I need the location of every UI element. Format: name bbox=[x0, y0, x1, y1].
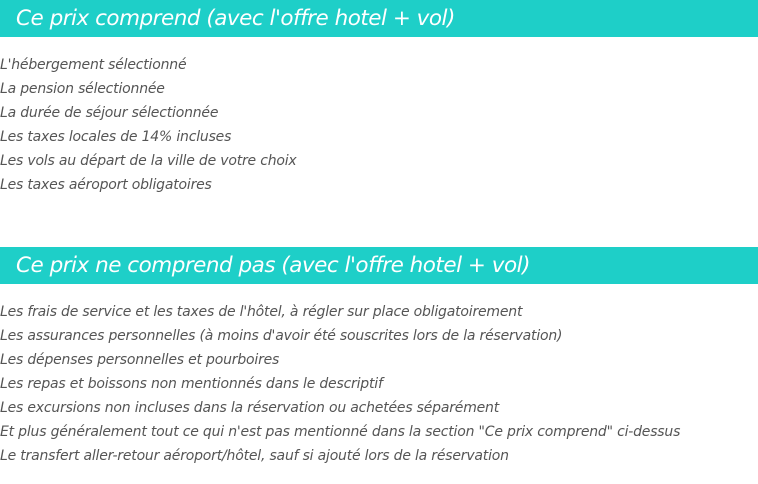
excluded-items-list bbox=[0, 300, 680, 468]
list-item: La durée de séjour sélectionnée bbox=[0, 105, 219, 121]
excluded-section-header bbox=[0, 247, 758, 284]
included-section-header bbox=[0, 0, 758, 37]
list-item: Les taxes locales de 14% incluses bbox=[0, 129, 232, 145]
list-item: Les vols au départ de la ville de votre choix bbox=[0, 153, 297, 169]
list-item: Les assurances personnelles (à moins d'avoir été souscrites lors de la réservation) bbox=[0, 328, 563, 344]
list-item: Les repas et boissons non mentionnés dans le descriptif bbox=[0, 376, 383, 392]
excluded-section-title: Ce prix ne comprend pas (avec l'offre hotel + vol) bbox=[16, 253, 530, 278]
list-item: Les dépenses personnelles et pourboires bbox=[0, 352, 280, 368]
list-item: Les taxes aéroport obligatoires bbox=[0, 177, 212, 193]
list-item: Les frais de service et les taxes de l'hôtel, à régler sur place obligatoirement bbox=[0, 304, 523, 320]
included-section-title: Ce prix comprend (avec l'offre hotel + vol) bbox=[16, 6, 455, 31]
list-item: Et plus généralement tout ce qui n'est pas mentionné dans la section "Ce prix comprend" ci-dessus bbox=[0, 424, 681, 440]
included-items-list bbox=[0, 53, 297, 197]
list-item: Les excursions non incluses dans la réservation ou achetées séparément bbox=[0, 400, 500, 416]
list-item: Le transfert aller-retour aéroport/hôtel, sauf si ajouté lors de la réservation bbox=[0, 448, 509, 464]
list-item: L'hébergement sélectionné bbox=[0, 57, 187, 73]
list-item: La pension sélectionnée bbox=[0, 81, 165, 97]
